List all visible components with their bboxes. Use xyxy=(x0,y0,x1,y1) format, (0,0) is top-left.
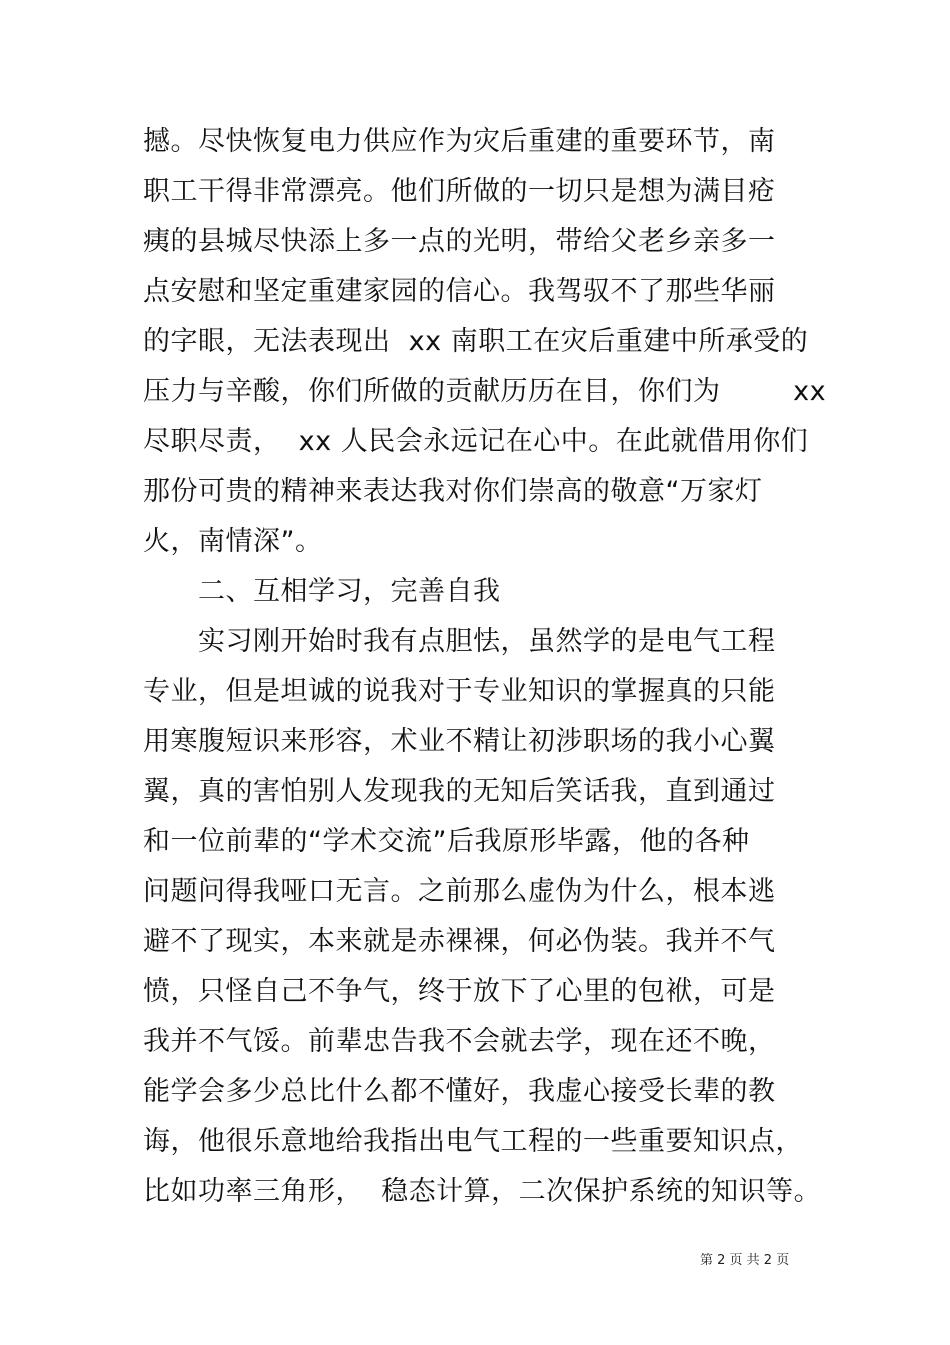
body-line-9: 火，南情深”。 xyxy=(143,526,323,557)
body-line-17: 避不了现实，本来就是赤裸裸，何必伪装。我并不气 xyxy=(143,926,776,957)
body-line-8: 那份可贵的精神来表达我对你们崇高的敬意“万家灯 xyxy=(143,476,763,507)
body-line-12: 专业，但是坦诚的说我对于专业知识的掌握真的只能 xyxy=(143,676,776,707)
body-line-6: 压力与辛酸，你们所做的贡献历历在目，你们为 xx xyxy=(143,376,827,407)
body-line-15: 和一位前辈的“学术交流”后我原形毕露，他的各种 xyxy=(143,826,750,857)
body-line-18: 愤，只怪自己不争气，终于放下了心里的包袱，可是 xyxy=(143,976,776,1007)
body-line-22: 比如功率三角形， 稳态计算，二次保护系统的知识等。 xyxy=(143,1176,822,1207)
body-line-11: 实习刚开始时我有点胆怯，虽然学的是电气工程 xyxy=(198,626,776,657)
body-line-16: 问题问得我哑口无言。之前那么虚伪为什么，根本逃 xyxy=(143,876,776,907)
body-line-14: 翼，真的害怕别人发现我的无知后笑话我，直到通过 xyxy=(143,776,776,807)
body-line-5: 的字眼，无法表现出 xx 南职工在灾后重建中所承受的 xyxy=(143,326,809,357)
body-line-19: 我并不气馁。前辈忠告我不会就去学，现在还不晚， xyxy=(143,1026,776,1057)
body-line-4: 点安慰和坚定重建家园的信心。我驾驭不了那些华丽 xyxy=(143,276,776,307)
body-line-7: 尽职尽责， xx 人民会永远记在心中。在此就借用你们 xyxy=(143,426,809,457)
body-line-13: 用寒腹短识来形容，术业不精让初涉职场的我小心翼 xyxy=(143,726,776,757)
body-line-20: 能学会多少总比什么都不懂好，我虚心接受长辈的教 xyxy=(143,1076,776,1107)
body-line-2: 职工干得非常漂亮。他们所做的一切只是想为满目疮 xyxy=(143,176,776,207)
section-heading: 二、互相学习，完善自我 xyxy=(198,576,501,607)
body-line-3: 痍的县城尽快添上多一点的光明，带给父老乡亲多一 xyxy=(143,226,776,257)
body-line-1: 撼。尽快恢复电力供应作为灾后重建的重要环节，南 xyxy=(143,126,776,157)
page-number-footer: 第 2 页 共 2 页 xyxy=(700,1253,790,1268)
body-line-21: 诲，他很乐意地给我指出电气工程的一些重要知识点， xyxy=(143,1126,803,1157)
